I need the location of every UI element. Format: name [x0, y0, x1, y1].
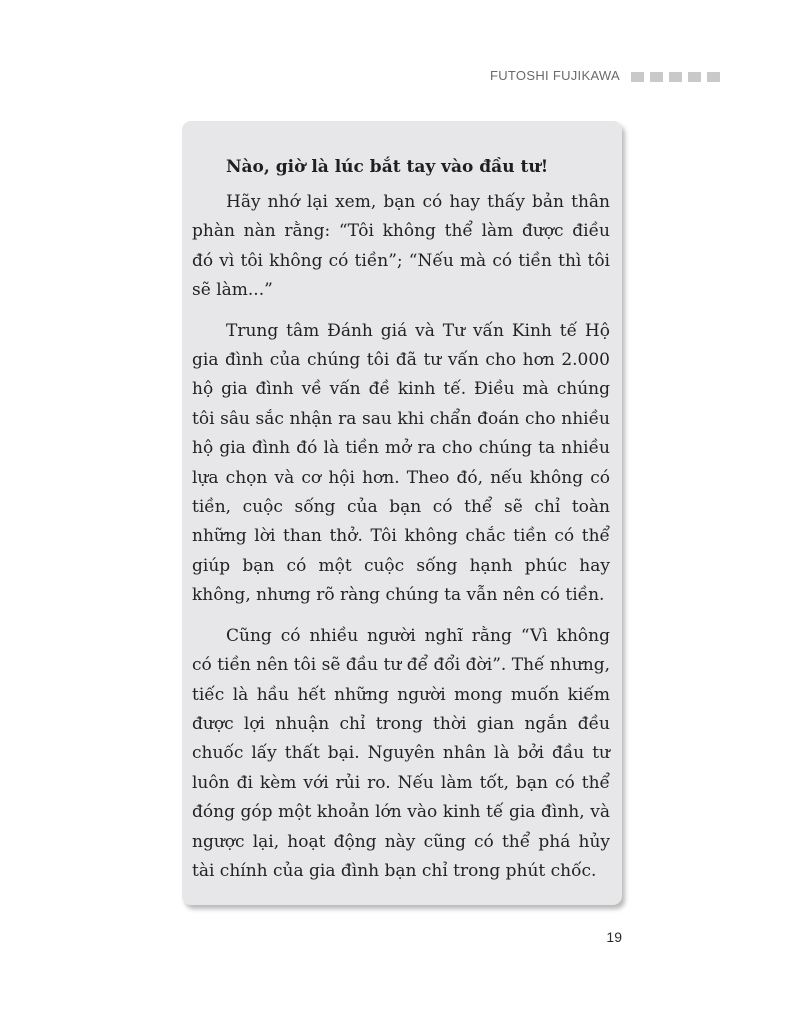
- decorative-square: [669, 72, 682, 82]
- text-box: [182, 121, 622, 905]
- author-name: FUTOSHI FUJIKAWA: [490, 68, 620, 83]
- decorative-square: [688, 72, 701, 82]
- paragraph: Cũng có nhiều người nghĩ rằng “Vì không có tiền nên tôi sẽ đầu tư để đổi đời”. Thế nhưng, tiếc là hầu hết những người mong muốn kiếm được lợi nhuận chỉ trong thời gian ngắn đều chuốc lấy thất bại. Nguyên nhân là bởi đầu tư luôn đi kèm với rủi ro. Nếu làm tốt, bạn có thể đóng góp một khoản lớn vào kinh tế gia đình, và ngược lại, hoạt động này cũng có thể phá hủy tài chính của gia đình bạn chỉ trong phút chốc.: [192, 625, 610, 881]
- page-number: 19: [606, 929, 622, 945]
- paragraph: Trung tâm Đánh giá và Tư vấn Kinh tế Hộ gia đình của chúng tôi đã tư vấn cho hơn 2.000 hộ gia đình về vấn đề kinh tế. Điều mà chúng tôi sâu sắc nhận ra sau khi chẩn đoán cho nhiều hộ gia đình đó là tiền mở ra cho chúng ta nhiều lựa chọn và cơ hội hơn. Theo đó, nếu không có tiền, cuộc sống của bạn có thể sẽ chỉ toàn những lời than thở. Tôi không chắc tiền có thể giúp bạn có một cuộc sống hạnh phúc hay không, nhưng rõ ràng chúng ta vẫn nên có tiền.: [192, 320, 610, 606]
- decorative-square: [631, 72, 644, 82]
- header-decoration: [631, 72, 720, 82]
- decorative-square: [650, 72, 663, 82]
- paragraph: Hãy nhớ lại xem, bạn có hay thấy bản thân phàn nàn rằng: “Tôi không thể làm được điều đó vì tôi không có tiền”; “Nếu mà có tiền thì tôi sẽ làm...”: [192, 192, 610, 301]
- running-header: [0, 68, 792, 88]
- box-heading: Nào, giờ là lúc bắt tay vào đầu tư!: [226, 157, 549, 177]
- decorative-square: [707, 72, 720, 82]
